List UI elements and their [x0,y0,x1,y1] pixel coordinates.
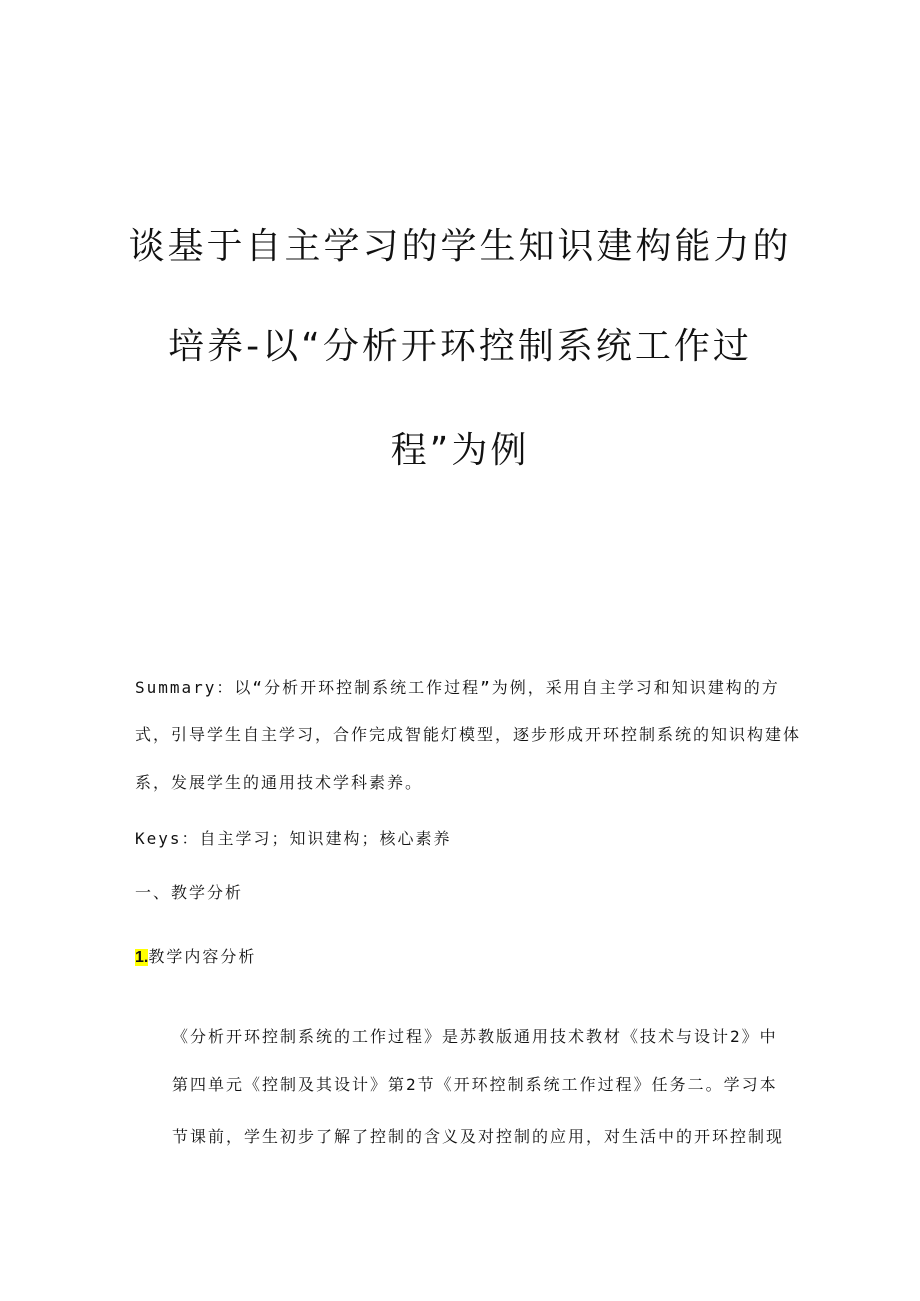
keywords-line: Keys：自主学习；知识建构；核心素养 [135,829,452,848]
section-heading: 一、教学分析 [135,883,244,902]
title-line-3: 程”为例 [390,430,530,471]
highlighted-number: 1. [135,949,149,966]
paragraph-line-1: 《分析开环控制系统的工作过程》是苏教版通用技术教材《技术与设计2》中 [172,1027,778,1046]
title-line-1: 谈基于自主学习的学生知识建构能力的 [128,226,792,267]
summary-line-3: 系，发展学生的通用技术学科素养。 [135,773,424,792]
title-line-2: 培养-以“分析开环控制系统工作过 [168,326,752,367]
paragraph-line-3: 节课前，学生初步了解了控制的含义及对控制的应用，对生活中的开环控制现 [172,1127,785,1146]
summary-line-1: Summary：以“分析开环控制系统工作过程”为例，采用自主学习和知识建构的方 [135,678,780,697]
subsection-title: 教学内容分析 [148,947,257,966]
paragraph-line-2: 第四单元《控制及其设计》第2节《开环控制系统工作过程》任务二。学习本 [172,1075,778,1094]
summary-line-2: 式，引导学生自主学习，合作完成智能灯模型，逐步形成开环控制系统的知识构建体 [135,725,802,744]
subsection-heading [135,944,256,967]
